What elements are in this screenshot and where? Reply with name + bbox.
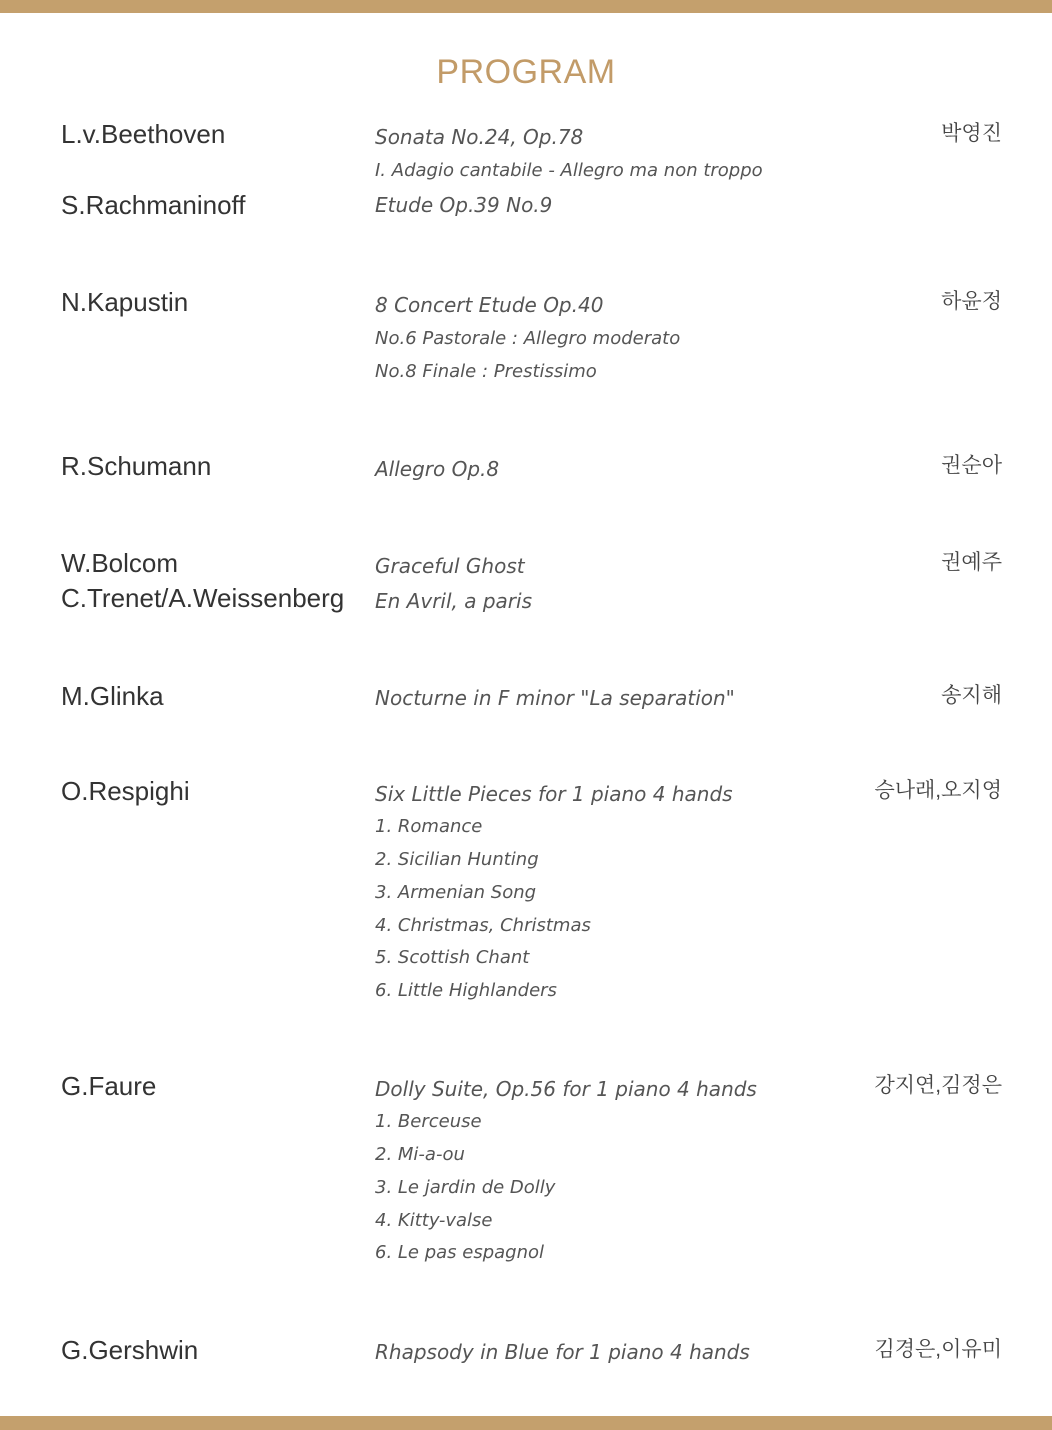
movement-faure-5: 6. Le pas espagnol [375,1242,545,1263]
piece-kapustin: 8 Concert Etude Op.40 [375,293,604,317]
piece-gershwin: Rhapsody in Blue for 1 piano 4 hands [375,1340,750,1364]
performer-glinka: 송지해 [941,684,1002,707]
piece-trenet: En Avril, a paris [375,589,533,613]
piece-rachmaninoff: Etude Op.39 No.9 [375,193,553,217]
top-accent-bar [0,0,1052,13]
composer-glinka: M.Glinka [61,681,164,711]
movement-respighi-5: 5. Scottish Chant [375,947,530,968]
performer-faure: 강지연,김정은 [874,1074,1002,1097]
performer-respighi: 승나래,오지영 [874,779,1002,802]
performer-bolcom: 권예주 [941,551,1002,574]
movement-respighi-6: 6. Little Highlanders [375,980,557,1001]
movement-beethoven: I. Adagio cantabile - Allegro ma non troppo [375,160,763,181]
performer-beethoven: 박영진 [941,122,1002,145]
composer-rachmaninoff: S.Rachmaninoff [61,190,246,220]
movement-kapustin-2: No.8 Finale : Prestissimo [375,361,597,382]
composer-respighi: O.Respighi [61,776,190,806]
movement-faure-3: 3. Le jardin de Dolly [375,1177,556,1198]
piece-schumann: Allegro Op.8 [375,457,500,481]
performer-schumann: 권순아 [941,454,1002,477]
movement-respighi-1: 1. Romance [375,816,483,837]
movement-faure-2: 2. Mi-a-ou [375,1144,465,1165]
movement-faure-4: 4. Kitty-valse [375,1210,493,1231]
composer-gershwin: G.Gershwin [61,1335,199,1365]
piece-bolcom: Graceful Ghost [375,554,525,578]
composer-kapustin: N.Kapustin [61,287,189,317]
piece-respighi: Six Little Pieces for 1 piano 4 hands [375,782,733,806]
piece-faure: Dolly Suite, Op.56 for 1 piano 4 hands [375,1077,757,1101]
piece-glinka: Nocturne in F minor "La separation" [375,686,735,710]
movement-respighi-3: 3. Armenian Song [375,882,537,903]
performer-kapustin: 하윤정 [941,290,1002,313]
composer-beethoven: L.v.Beethoven [61,119,226,149]
composer-trenet: C.Trenet/A.Weissenberg [61,583,345,613]
movement-respighi-2: 2. Sicilian Hunting [375,849,539,870]
performer-gershwin: 김경은,이유미 [874,1338,1002,1361]
piece-beethoven: Sonata No.24, Op.78 [375,125,584,149]
composer-schumann: R.Schumann [61,451,212,481]
page-title: PROGRAM [436,53,616,91]
bottom-accent-bar [0,1416,1052,1430]
movement-faure-1: 1. Berceuse [375,1111,482,1132]
movement-respighi-4: 4. Christmas, Christmas [375,915,591,936]
composer-bolcom: W.Bolcom [61,548,179,578]
movement-kapustin-1: No.6 Pastorale : Allegro moderato [375,328,681,349]
composer-faure: G.Faure [61,1071,157,1101]
